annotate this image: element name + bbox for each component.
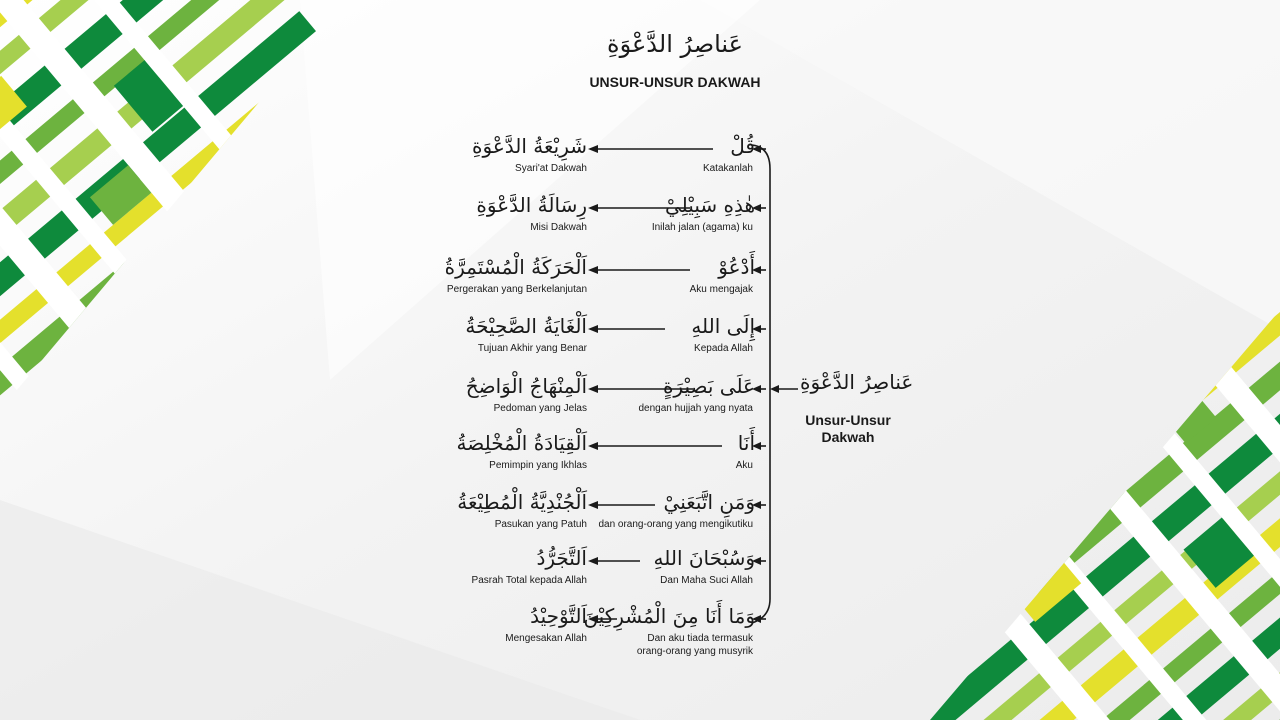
- verse-phrase-translation-line1: Katakanlah: [702, 163, 753, 174]
- diagram-row: [0, 134, 1280, 194]
- verse-phrase-translation: [694, 342, 753, 355]
- verse-phrase-translation: [660, 574, 753, 587]
- element-translation: Pemimpin yang Ikhlas: [489, 460, 587, 471]
- diagram-title-latin: UNSUR-UNSUR DAKWAH: [589, 74, 761, 90]
- diagram-row: [0, 604, 1280, 664]
- element-translation: Pedoman yang Jelas: [493, 403, 587, 414]
- diagram-row: [0, 314, 1280, 374]
- diagram-title-arabic: عَناصِرُ الدَّعْوَةِ: [607, 30, 743, 58]
- element-arabic: اَلْحَرَكَةُ الْمُسْتَمِرَّةُ: [444, 255, 587, 279]
- element-arabic: اَلتَّوْحِيْدُ: [530, 604, 587, 628]
- verse-phrase-translation: [598, 518, 753, 531]
- verse-phrase-translation: [637, 632, 753, 658]
- element-arabic: اَلْغَايَةُ الصَّحِيْحَةُ: [465, 314, 587, 338]
- element-arabic: اَلْقِيَادَةُ الْمُخْلِصَةُ: [456, 431, 587, 455]
- diagram-row: [0, 431, 1280, 491]
- verse-phrase-arabic: عَلَى بَصِيْرَةٍ: [662, 374, 755, 398]
- verse-phrase-arabic: وَمَا أَنَا مِنَ الْمُشْرِكِيْنَ: [583, 604, 755, 628]
- element-translation: Tujuan Akhir yang Benar: [477, 343, 587, 354]
- verse-phrase-arabic: أَنَا: [737, 431, 755, 455]
- verse-phrase-translation-line1: dan orang-orang yang mengikutiku: [598, 519, 753, 530]
- verse-phrase-translation-line1: dengan hujjah yang nyata: [638, 403, 753, 414]
- diagram-row: [0, 255, 1280, 315]
- verse-phrase-arabic: قُلْ: [730, 134, 755, 158]
- verse-phrase-arabic: أَدْعُوْ: [718, 255, 755, 279]
- element-arabic: اَلْجُنْدِيَّةُ الْمُطِيْعَةُ: [457, 490, 587, 514]
- verse-phrase-translation: [690, 283, 753, 296]
- root-node-latin: [793, 412, 903, 446]
- diagram-row: [0, 374, 1280, 434]
- diagram-row: [0, 546, 1280, 606]
- verse-phrase-translation-line1: Dan aku tiada termasuk: [647, 633, 753, 644]
- verse-phrase-translation-line1: Inilah jalan (agama) ku: [651, 222, 753, 233]
- verse-phrase-arabic: وَمَنِ اتَّبَعَنِيْ: [663, 490, 755, 514]
- element-arabic: اَلْمِنْهَاجُ الْوَاضِحُ: [465, 374, 587, 398]
- verse-phrase-translation-line1: Dan Maha Suci Allah: [660, 575, 753, 586]
- element-arabic: شَرِيْعَةُ الدَّعْوَةِ: [472, 134, 587, 158]
- root-node-latin-line2: Dakwah: [821, 429, 875, 445]
- verse-phrase-arabic: هٰذِهِ سَبِيْلِيْ: [665, 193, 755, 217]
- element-translation: Pergerakan yang Berkelanjutan: [446, 284, 587, 295]
- element-translation: Pasrah Total kepada Allah: [471, 575, 587, 586]
- verse-phrase-translation: [736, 459, 753, 472]
- element-translation: Syari'at Dakwah: [515, 163, 587, 174]
- root-node-latin-line1: Unsur-Unsur: [805, 412, 891, 428]
- verse-phrase-arabic: وَسُبْحَانَ اللهِ: [653, 546, 755, 570]
- element-translation: Mengesakan Allah: [505, 633, 587, 644]
- element-translation: Misi Dakwah: [530, 222, 587, 233]
- verse-phrase-translation: [638, 402, 753, 415]
- verse-phrase-translation-line1: Aku mengajak: [689, 284, 753, 295]
- diagram-row: [0, 490, 1280, 550]
- verse-phrase-arabic: إِلَى اللهِ: [691, 314, 755, 338]
- element-arabic: اَلتَّجَرُّدُ: [536, 546, 587, 570]
- verse-phrase-translation-line1: Kepada Allah: [694, 343, 753, 354]
- element-translation: Pasukan yang Patuh: [494, 519, 587, 530]
- element-arabic: رِسَالَةُ الدَّعْوَةِ: [476, 193, 587, 217]
- verse-phrase-translation: [652, 221, 753, 234]
- verse-phrase-translation: [703, 162, 753, 175]
- diagram-row: [0, 193, 1280, 253]
- verse-phrase-translation-line2: orang-orang yang musyrik: [636, 646, 753, 657]
- root-node-arabic: عَناصِرُ الدَّعْوَةِ: [800, 370, 914, 394]
- verse-phrase-translation-line1: Aku: [735, 460, 753, 471]
